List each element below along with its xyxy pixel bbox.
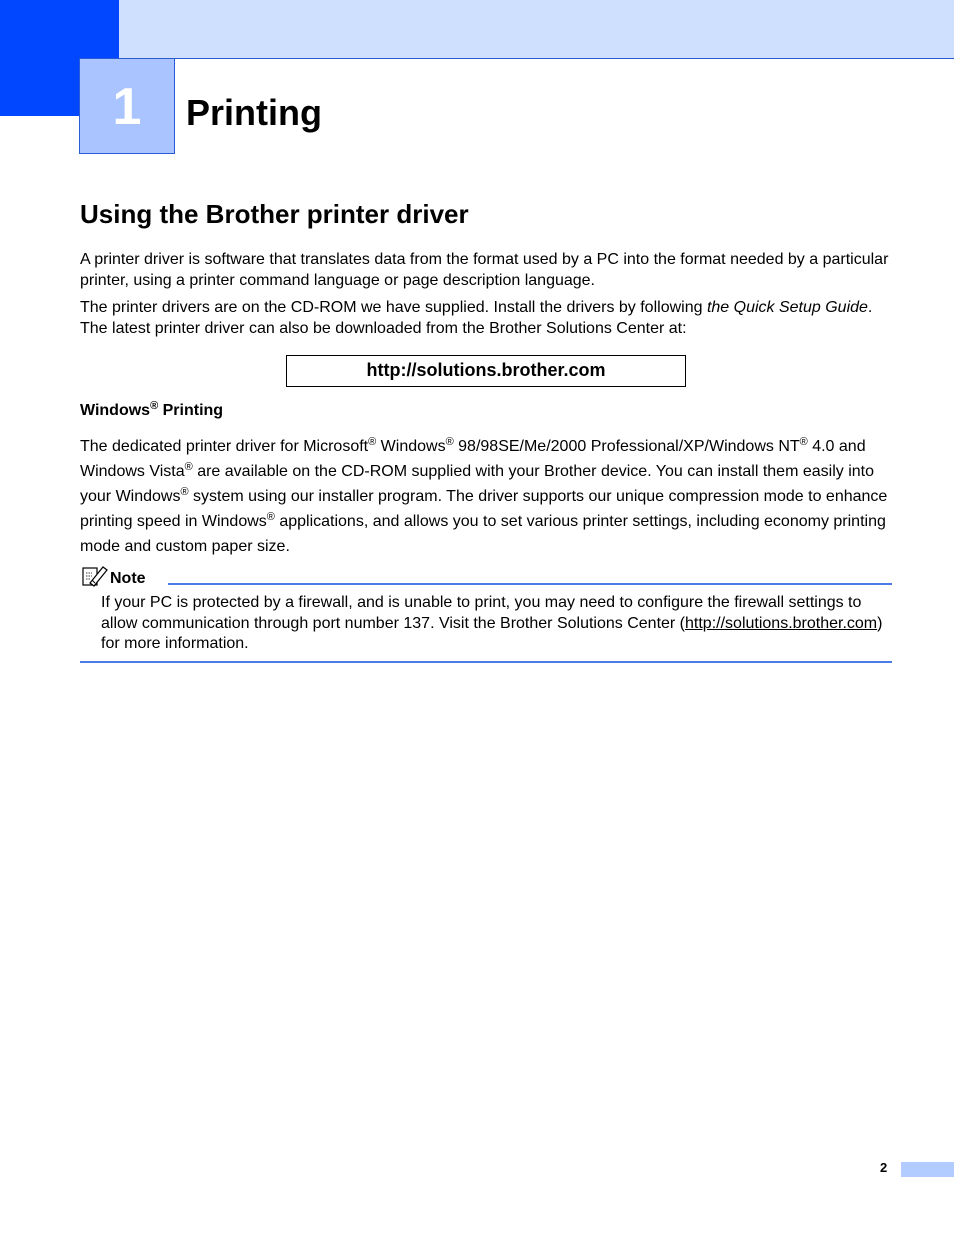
note-text [101, 593, 892, 655]
subsection-title-a: Windows [80, 402, 151, 419]
page-number: 2 [880, 1160, 888, 1175]
para3-seg: 98/98SE/Me/2000 Professional/XP/Windows NT [453, 438, 800, 455]
subsection-title [80, 402, 223, 420]
header-band [119, 0, 954, 59]
paragraph-drivers-text-a: The printer drivers are on the CD-ROM we have supplied. Install the drivers by following [80, 299, 707, 316]
para3-seg: are available on the CD-ROM supplied with your Brother device. You can install them easily into your Windows [80, 463, 874, 505]
para3-seg: system using our installer program. The driver supports our unique compression mode to enhance printing speed in Windows [80, 488, 888, 530]
solutions-center-link[interactable]: http://solutions.brother.com [685, 614, 878, 632]
chapter-number: 1 [79, 58, 175, 154]
paragraph-drivers [80, 298, 892, 339]
quick-setup-guide-ref: the Quick Setup Guide [706, 299, 868, 316]
para3-seg: applications, and allows you to set various printer settings, including economy printing mode and custom paper size. [80, 513, 886, 555]
note-rule-top [168, 583, 892, 585]
registered-mark: ® [799, 436, 808, 448]
registered-mark: ® [445, 436, 454, 448]
page-number-bar [901, 1162, 954, 1177]
paragraph-windows-printing [80, 434, 892, 559]
registered-mark: ® [150, 400, 159, 412]
para3-seg: The dedicated printer driver for Microsoft [80, 438, 369, 455]
subsection-title-b: Printing [158, 402, 224, 419]
registered-mark: ® [184, 461, 193, 473]
para3-seg: Windows [376, 438, 446, 455]
registered-mark: ® [368, 436, 377, 448]
note-text-a: If your PC is protected by a firewall, and is unable to print, you may need to configure the firewall settings to allow communication through port number 137. Visit the Brother Solutions Center ( [101, 594, 862, 632]
paragraph-intro: A printer driver is software that translates data from the format used by a PC into the format needed by a particular printer, using a printer command language or page description language. [80, 251, 889, 289]
note-label: Note [110, 570, 146, 587]
url-box: http://solutions.brother.com [286, 355, 686, 387]
note-rule-bottom [80, 661, 892, 663]
section-title: Using the Brother printer driver [80, 199, 469, 229]
chapter-title: Printing [186, 92, 322, 133]
note-text-b: ) for more information. [101, 614, 883, 652]
note-pencil-icon [82, 565, 108, 587]
paragraph-drivers-text-b: . The latest printer driver can also be downloaded from the Brother Solutions Center at: [80, 299, 873, 337]
para3-seg: 4.0 and Windows Vista [80, 438, 866, 480]
registered-mark: ® [266, 511, 275, 523]
registered-mark: ® [180, 486, 189, 498]
